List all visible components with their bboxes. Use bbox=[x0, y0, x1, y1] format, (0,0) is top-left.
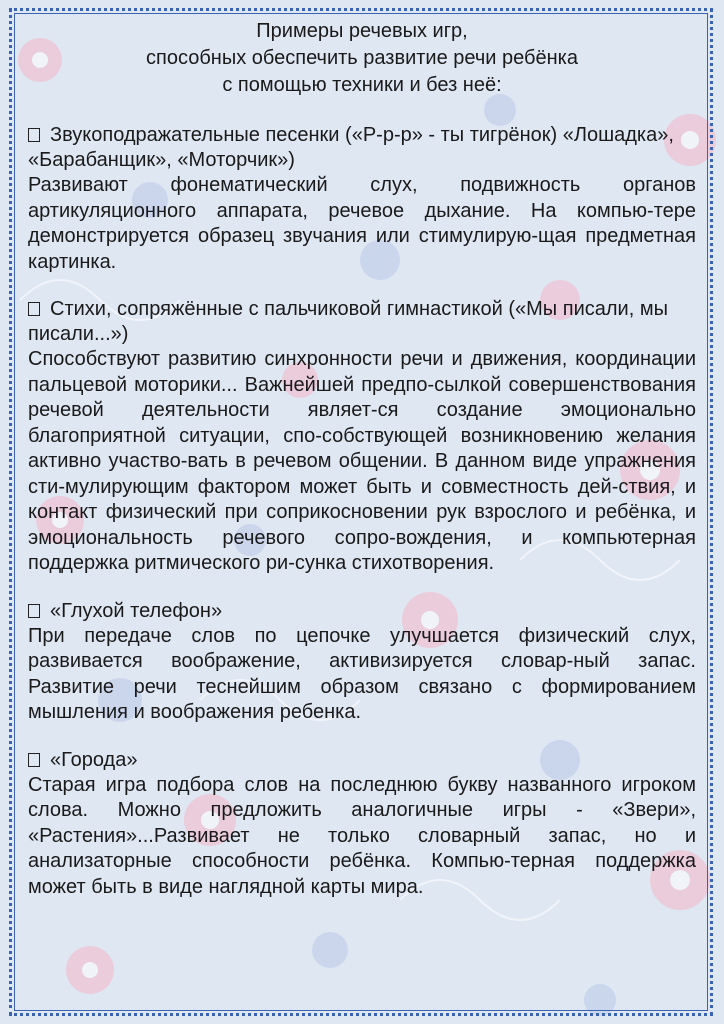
title-line-2: способных обеспечить развитие речи ребёнка bbox=[146, 47, 578, 69]
section-heading bbox=[28, 297, 696, 347]
section-body: Способствуют развитию синхронности речи и движения, координации пальцевой моторики... Важнейшей предпо-сылкой совершенствования речевой деятельности являет-ся создание эмоционально благоприятной ситуации, спо-собствующей возникновению желания активно участво-вать в речевом общении. В данном виде упражнения сти-мулирующим фактором может быть и совместность дей-ствия, и контакт физический при соприкосновении рук взрослого и ребёнка, и эмоциональность речевого сопро-вождения, и компьютерная поддержка ритмического ри-сунка стихотворения. bbox=[28, 348, 696, 574]
section-broken-telephone bbox=[28, 599, 696, 726]
section-heading-text: «Глухой телефон» bbox=[50, 599, 223, 622]
checkbox-bullet-icon bbox=[28, 604, 40, 618]
section-heading bbox=[28, 748, 696, 773]
section-heading-text: «Города» bbox=[50, 748, 138, 771]
document-content bbox=[28, 18, 696, 922]
section-body: Старая игра подбора слов на последнюю букву названного игроком слова. Можно предложить аналогичные игры - «Звери», «Растения»...Развивает не только словарный запас, но и анализаторные способности ребёнка. Компью-терная поддержка может быть в виде наглядной карты мира. bbox=[28, 773, 696, 898]
section-heading bbox=[28, 599, 696, 624]
checkbox-bullet-icon bbox=[28, 302, 40, 316]
title-line-1: Примеры речевых игр, bbox=[256, 20, 468, 42]
section-finger-poems bbox=[28, 297, 696, 577]
checkbox-bullet-icon bbox=[28, 753, 40, 767]
section-cities bbox=[28, 748, 696, 901]
section-sound-imitation bbox=[28, 123, 696, 275]
section-body: Развивают фонематический слух, подвижность органов артикуляционного аппарата, речевое дыхание. На компью-тере демонстрируется образец звучания или стимулирую-щая предметная картинка. bbox=[28, 174, 696, 273]
section-heading bbox=[28, 123, 696, 173]
checkbox-bullet-icon bbox=[28, 128, 40, 142]
section-heading-text: Стихи, сопряжённые с пальчиковой гимнастикой («Мы писали, мы писали...») bbox=[28, 298, 668, 345]
section-heading-text: Звукоподражательные песенки («Р-р-р» - ты тигрёнок) «Лошадка», «Барабанщик», «Моторчик») bbox=[28, 124, 674, 171]
section-body: При передаче слов по цепочке улучшается физический слух, развивается воображение, активизируется словар-ный запас. Развитие речи теснейшим образом связано с формированием мышления и воображения ребенка. bbox=[28, 624, 696, 723]
title-line-3: с помощью техники и без неё: bbox=[222, 74, 502, 96]
page-title bbox=[28, 18, 696, 99]
